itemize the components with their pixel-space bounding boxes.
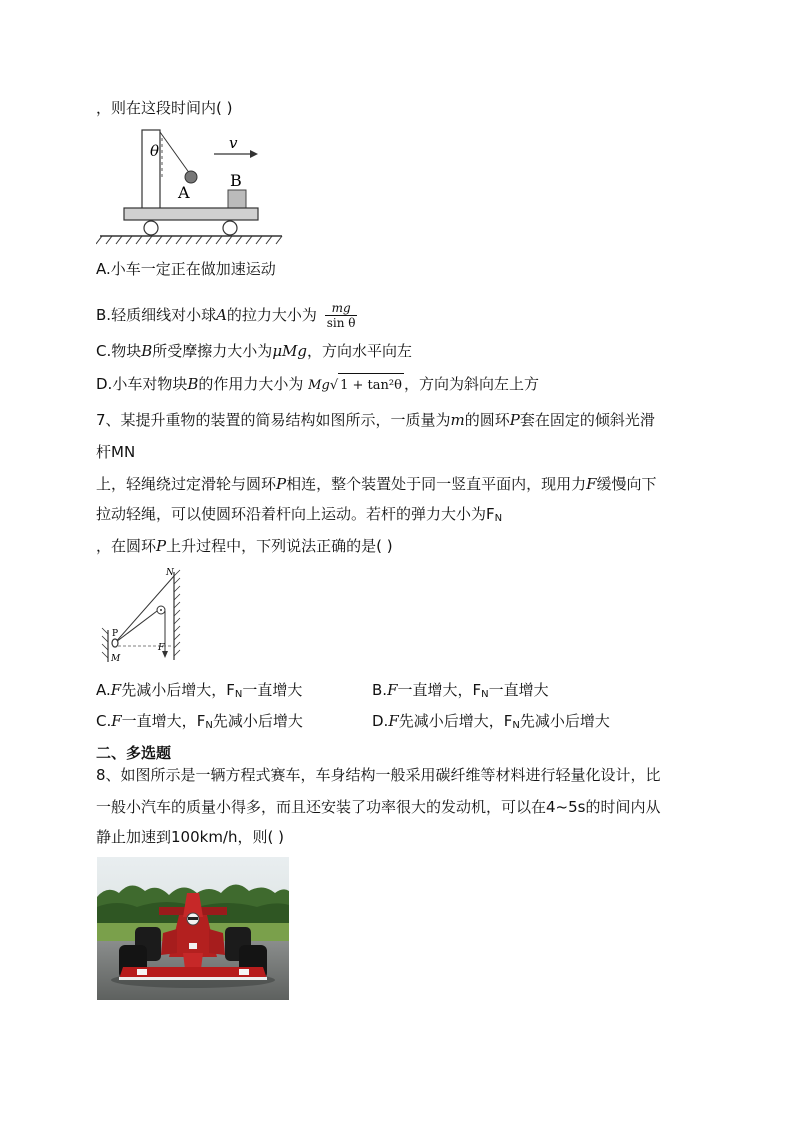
q6-option-a: A.小车一定正在做加速运动 bbox=[96, 260, 276, 278]
fig-m-label: M bbox=[111, 654, 121, 664]
fig-ball-label: A bbox=[178, 183, 190, 202]
q6-option-c: C.物块B所受摩擦力大小为μMg，方向水平向左 bbox=[96, 342, 413, 360]
q7-ring-rod-figure bbox=[96, 566, 188, 668]
section-heading: 二、多选题 bbox=[96, 744, 172, 762]
f1-race-car-photo bbox=[97, 857, 289, 1000]
q7-stem-line-2: 杆MN bbox=[96, 443, 136, 461]
sqrt-expression: Mg√ 1 + tan²θ bbox=[308, 378, 404, 393]
fig-block-label: B bbox=[230, 171, 242, 190]
q7-stem-line-5: ，在圆环P上升过程中，下列说法正确的是( ) bbox=[96, 537, 393, 555]
fig-velocity-label: v bbox=[229, 134, 238, 152]
q6-cart-figure bbox=[96, 124, 288, 246]
q7-option-a: A.F先减小后增大，$F_N$一直增大 bbox=[96, 681, 303, 700]
fig-n-label: N bbox=[166, 568, 174, 578]
fig-p-label: P bbox=[112, 629, 119, 639]
q6-option-d: D.小车对物块B的作用力大小为 Mg√ 1 + tan²θ ，方向为斜向左上方 bbox=[96, 372, 539, 398]
q7-stem-line-4: 拉动轻绳，可以使圆环沿着杆向上运动。若杆的弹力大小为$F_N$ bbox=[96, 505, 503, 524]
q7-option-d: D.F先减小后增大，$F_N$先减小后增大 bbox=[372, 712, 610, 731]
q6-option-b: B.轻质细线对小球A的拉力大小为 $\frac{mg}{\text{sin θ}}$ bbox=[96, 301, 356, 330]
q7-stem-line-3: 上，轻绳绕过定滑轮与圆环P相连，整个装置处于同一竖直平面内，现用力F缓慢向下 bbox=[96, 475, 657, 493]
q7-option-c: C.F一直增大，$F_N$先减小后增大 bbox=[96, 712, 303, 731]
q7-stem-line-1: 7、某提升重物的装置的简易结构如图所示，一质量为m的圆环P套在固定的倾斜光滑 bbox=[96, 411, 655, 429]
q8-stem-line-1: 8、如图所示是一辆方程式赛车，车身结构一般采用碳纤维等材料进行轻量化设计，比 bbox=[96, 766, 661, 784]
q6-stem-end: ，则在这段时间内( ) bbox=[96, 99, 233, 117]
q8-stem-line-2: 一般小汽车的质量小得多，而且还安装了功率很大的发动机，可以在4~5s的时间内从 bbox=[96, 798, 661, 816]
fraction-mg-over-sin: $\frac{mg}{\text{sin θ}}$ bbox=[326, 301, 356, 330]
q7-option-b: B.F一直增大，$F_N$一直增大 bbox=[372, 681, 549, 700]
q8-stem-line-3: 静止加速到100km/h，则( ) bbox=[96, 828, 284, 846]
fig-theta-label: θ bbox=[150, 142, 160, 160]
fig-f-label: F bbox=[158, 643, 165, 653]
